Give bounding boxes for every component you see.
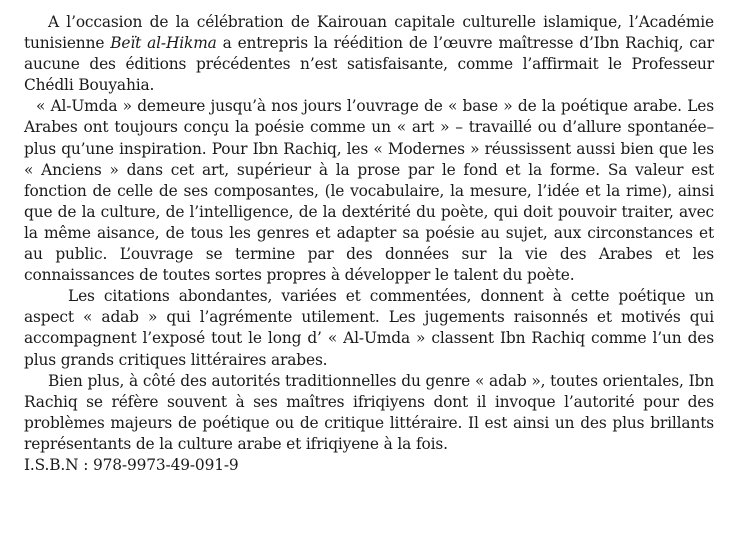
academy-name: Beït al-Hikma <box>110 34 217 53</box>
paragraph-al-umda: « Al-Umda » demeure jusqu’à nos jours l’ouvrage de « base » de la poétique arabe. Les Arabes ont toujours conçu la poésie comme un « art » – travaillé ou d’allure spontanée– plus qu’une inspiration. Pour Ibn Rachiq, les « Modernes » réussissent aussi bien que les « Anciens » dans cet art, supérieur à la prose par le fond et la forme. Sa valeur est fonction de celle de ses composantes, (le vocabulaire, la mesure, l’idée et la rime), ainsi que de la culture, de l’intelligence, de la dextérité du poète, qui doit pouvoir traiter, avec la même aisance, de tous les genres et adapter sa poésie au sujet, aux circonstances et au public. L’ouvrage se termine par des données sur la vie des Arabes et les connaissances de toutes sortes propres à développer le talent du poète. <box>24 97 714 285</box>
paragraph-authorities: Bien plus, à côté des autorités traditionnelles du genre « adab », toutes orientales, Ibn Rachiq se réfère souvent à ses maîtres ifriqiyens dont il invoque l’autorité pour des problèmes majeurs de poétique ou de critique littéraire. Il est ainsi un des plus brillants représentants de la culture arabe et ifriqiyene à la fois. <box>24 371 714 453</box>
paragraph-intro <box>24 12 714 96</box>
document-body <box>24 12 714 476</box>
paragraph-citations: Les citations abondantes, variées et commentées, donnent à cette poétique un aspect « adab » qui l’agrémente utilement. Les jugements raisonnés et motivés qui accompagnent l’exposé tout le long d’ « Al-Umda » classent Ibn Rachiq comme l’un des plus grands critiques littéraires arabes. <box>24 287 714 369</box>
paragraph-intro-text-1: A l’occasion de la célébration de Kairouan capitale culturelle islamique, l’Académie tunisienne <box>24 13 714 53</box>
paragraph-intro-text-2: a entrepris la réédition de l’œuvre maîtresse d’Ibn Rachiq, car aucune des éditions précédentes n’est satisfaisante, comme l’affirmait le Professeur Chédli Bouyahia. <box>24 34 714 95</box>
isbn-line: I.S.B.N : 978-9973-49-091-9 <box>24 455 239 474</box>
